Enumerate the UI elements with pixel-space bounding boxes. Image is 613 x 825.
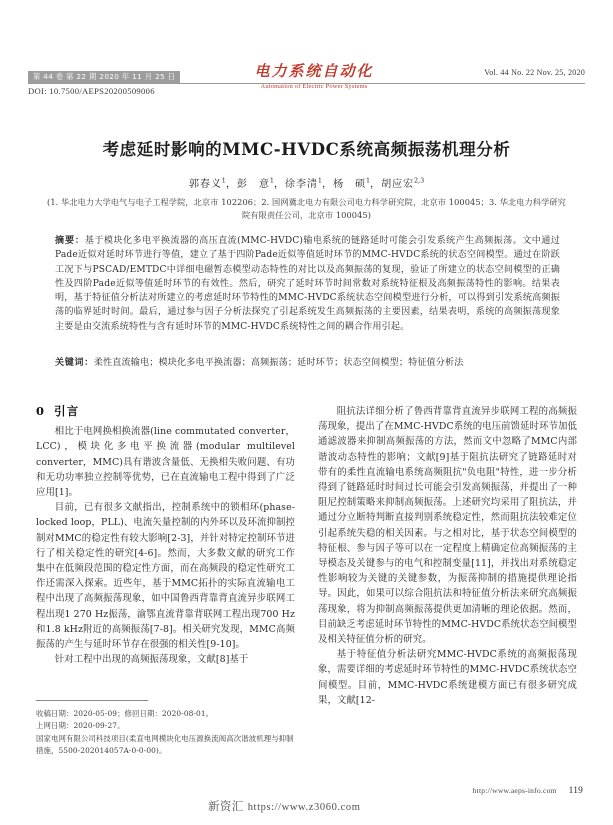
watermark-label: 新资汇 [208,799,244,813]
author-entry [284,176,322,190]
doi-line: DOI: 10.7500/AEPS20200509006 [28,86,155,96]
affiliation-list: (1. 华北电力大学电气与电子工程学院，北京市 102206；2. 国网冀北电力有限公司电力科学研究院，北京市 100045；3. 华北电力科学研究院有限责任公司，北京市 100045) [47,197,566,220]
section-number: 0 [36,404,46,418]
author-name: 彭 意 [236,179,270,190]
page-number: 119 [568,786,583,796]
section-heading [36,404,295,419]
abstract-label: 摘要： [55,235,85,246]
author-name: 胡应宏 [381,179,414,190]
author-name: 郭春义 [188,179,222,190]
journal-logo [216,62,412,92]
body-paragraph: 相比于电网换相换流器(line commutated converter，LCC)，模块化多电平换流器(modular multilevel converter，MMC)具有谐波含量低、无换相失败问题、有功和无功功率独立控制等优势，已在直流输电工程中得到了广泛应用[1]。 [36,426,295,499]
author-entry [236,176,274,190]
section-title: 引言 [54,404,80,418]
author-list: 郭春义$^1$，彭 意$^1$，徐李清$^1$，杨 硕$^1$，胡应宏$^{2,3}$ [188,176,425,190]
journal-name-cn: 电力系统自动化 [254,62,374,80]
author-affil-mark: 1 [365,176,371,185]
author-name: 杨 硕 [332,179,366,190]
author-affil-mark: 1 [221,176,226,185]
footer [473,786,583,796]
footnote-line: 收稿日期：2020-05-09；修回日期：2020-08-01。 [36,709,214,718]
author-entry [381,176,425,190]
author-affil-mark: 1 [317,176,322,185]
abstract-text: 基于模块化多电平换流器的高压直流(MMC-HVDC)输电系统的链路延时可能会引发系统产生高频振荡。文中通过Pade近似对延时环节进行等值，建立了基于四阶Pade近似等值延时环节的MMC-HVDC系统的状态空间模型。通过在阶跃工况下与PSCAD/EMTDC中详细电磁暂态模型动态特性的对比以及高频振荡的复现，验证了所建立的状态空间模型的正确性及四阶Pade近似等值延时环节的有效性。然后，研究了延时环节时间常数对系统特征根及高频振荡特性的影响。结果表明，基于特征值分析法对所建立的考虑延时环节特性的MMC-HVDC系统状态空间模型进行分析，可以得到引发系统高频振荡的临界延时时间。最后，通过参与因子分析法探究了引起系统发生高频振荡的主要因素，结果表明，系统的高频振荡现象主要是由交流系统特性与含有延时环节的MMC-HVDC系统特性之间的耦合作用引起。 [55,236,560,332]
body-paragraph: 目前，已有很多文献指出，控制系统中的锁相环(phase-locked loop，PLL)、电流矢量控制的内外环以及环流抑制控制对MMC的稳定性有较大影响[2-3]，并针对特定控制环节进行了相关稳定性的研究[4-6]。然而，大多数文献的研究工作集中在低频段范围的稳定性方面，而在高频段的稳定性研究工作还需深入探索。近些年，基于MMC拓扑的实际直流输电工程中出现了高频振荡现象，如中国鲁西背靠背直流异步联网工程出现1 270 Hz振荡，渝鄂直流背靠背联网工程出现700 Hz和1.8 kHz附近的高频振荡[7-8]。相关研究发现，MMC高频振荡的产生与延时环节存在很强的相关性[9-10]。 [36,502,295,651]
journal-url[interactable]: http://www.aeps-info.com [472,786,557,795]
body-paragraph: 阻抗法详细分析了鲁西背靠背直流异步联网工程的高频振荡现象，提出了在MMC-HVDC系统的电压前馈延时环节加低通滤波器来抑制高频振荡的方法，然而文中忽略了MMC内部谐波动态特性的影响；文献[9]基于阻抗法研究了链路延时对带有的柔性直流输电系统高频阻抗"负电阻"特性，进一步分析得到了链路延时时间过长可能会引发高频振荡，并提出了一种阻尼控制策略来抑制高频振荡。上述研究均采用了阻抗法，并通过分立断特判断直接判别系统稳定性，然而阻抗法较难定位引起系统失稳的相关因素。与之相对比，基于状态空间模型的特征根、参与因子等可以在一定程度上精确定位高频振荡的主导模态及关键参与的电气和控制变量[11]，并找出对系统稳定性影响较为关键的关键参数，为振荡抑制的措施提供理论指导。因此，如果可以综合阻抗法和特征值分析法来研究高频振荡现象，将为抑制高频振荡提供更加清晰的理论依据。然而，目前缺乏考虑延时环节特性的MMC-HVDC系统状态空间模型及相关特征值分析的研究。 [318,406,577,646]
author-entry [332,176,371,190]
keywords-block [55,356,560,370]
journal-name-en: Automation of Electric Power Systems [260,83,368,90]
footnote-line: 上网日期：2020-09-27。 [36,721,125,731]
abstract-block [55,234,560,334]
watermark [208,798,361,814]
issue-bar: 第 44 卷 第 22 期 2020 年 11 月 25 日 [28,71,180,83]
author-name: 徐李清 [284,179,318,190]
body-paragraph: 针对工程中出现的高频振荡现象，文献[8]基于 [54,654,249,666]
footnote-line: 国家电网有限公司科技项目(柔直电网模块化电压源换流阀高次谐波机理与抑制措施，5500-202014057A-0-0-00)。 [36,733,294,756]
body-column-left [36,404,295,667]
watermark-url: https://www.z3060.com [247,802,361,813]
page-title: 考虑延时影响的MMC-HVDC系统高频振荡机理分析 [102,140,511,159]
author-entry [188,176,226,190]
author-affil-mark: 2,3 [413,176,425,185]
footnote-block [36,700,295,758]
footnote-divider [36,700,148,701]
keywords-text: 柔性直流输电；模块化多电平换流器；高频振荡；延时环节；状态空间模型；特征值分析法 [93,358,464,368]
body-paragraph: 基于特征值分析法研究MMC-HVDC系统的高频振荡现象，需要详细的考虑延时环节特性的MMC-HVDC系统状态空间模型。目前，MMC-HVDC系统建模方面已有很多研究成果，文献[12- [318,649,577,706]
volume-issue-en: Vol. 44 No. 22 Nov. 25, 2020 [484,68,585,77]
body-column-right [318,404,577,708]
author-affil-mark: 1 [269,176,274,185]
keywords-label: 关键词： [55,357,94,368]
